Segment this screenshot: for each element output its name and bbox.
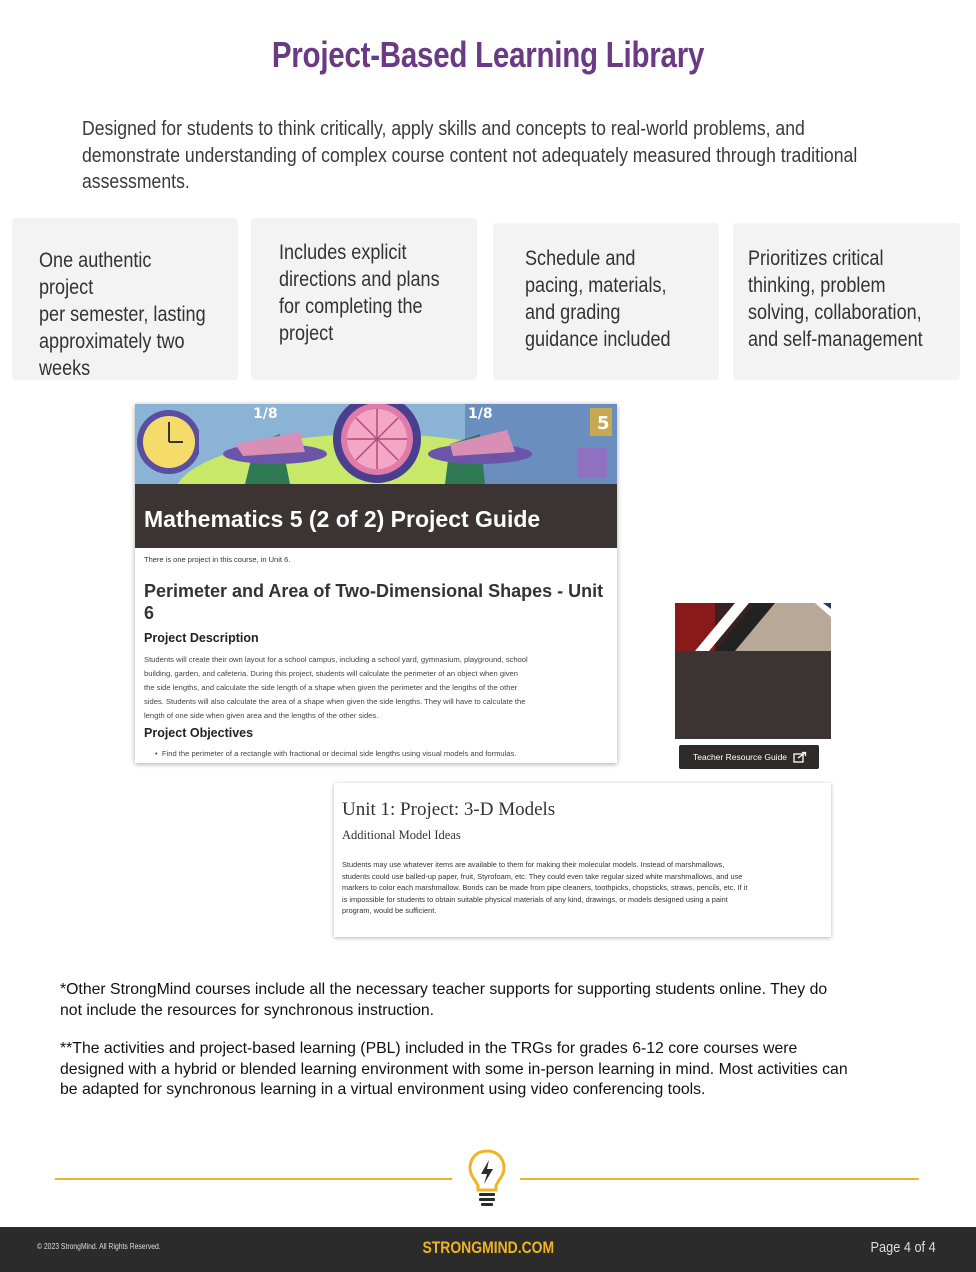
external-link-icon <box>793 751 807 763</box>
feature-card-1: One authentic project per semester, lasting approximately two weeks <box>12 218 238 380</box>
unit-body-text: Students may use whatever items are available to them for making their molecular models. Instead of marshmallows, students could use balled-up paper, fruit, Styrofoam, etc. They could even take regular sized white marshmallows, and use markers to color each marshmallow. Bonds can be made from pipe cleaners, toothpicks, chopsticks, straws, pencils, etc. If it is impossible for students to obtain suitable physical materials of any kind, drawings, or models designed using a paint program, would be sufficient. <box>342 860 748 916</box>
feature-card-4: Prioritizes critical thinking, problem solving, collaboration, and self-management <box>733 223 960 380</box>
math-project-guide-preview <box>135 404 617 763</box>
guide-title: Mathematics 5 (2 of 2) Project Guide <box>144 506 541 532</box>
page-footer <box>0 1227 976 1272</box>
copyright-text: © 2023 StrongMind. All Rights Reserved. <box>37 1242 161 1251</box>
teacher-resource-guide-button[interactable]: Teacher Resource Guide <box>679 745 819 769</box>
lightbulb-icon <box>466 1148 508 1210</box>
project-description-heading: Project Description <box>144 631 259 645</box>
fraction-label-right: 1/8 <box>468 406 493 422</box>
footnote-2: **The activities and project-based learning (PBL) included in the TRGs for grades 6-12 core courses were designed with a hybrid or blended learning environment with some in-person learning in mind. Most activities can be adapted for synchronous learning in a virtual environment using video conferencing tools. <box>60 1040 848 1098</box>
trg-dark-panel <box>675 651 831 739</box>
pie-icon <box>332 404 422 484</box>
page-number: Page 4 of 4 <box>870 1239 936 1256</box>
guide-banner-illustration <box>135 404 617 484</box>
guide-header-bar <box>135 484 617 548</box>
page-title: Project-Based Learning Library <box>271 34 705 75</box>
divider-right <box>520 1178 919 1180</box>
intro-paragraph: Designed for students to think critically, apply skills and concepts to real-world problems, and demonstrate understanding of complex course content not adequately measured through traditional assessments. <box>82 117 858 193</box>
unit-project-preview <box>334 783 831 937</box>
unit-title: Unit 1: Project: 3-D Models <box>342 799 556 820</box>
divider-left <box>55 1178 452 1180</box>
project-objectives-heading: Project Objectives <box>144 726 254 740</box>
trg-cover-image <box>675 603 831 651</box>
objective-list-item: • Find the perimeter of a rectangle with fractional or decimal side lengths using visual models and formulas. <box>155 749 517 758</box>
feature-card-3: Schedule and pacing, materials, and grading guidance included <box>493 223 719 380</box>
website-link[interactable]: STRONGMIND.COM <box>422 1238 554 1257</box>
project-description-text: Students will create their own layout for a school campus, including a school yard, gymnasium, playground, school building, garden, and cafeteria. During this project, students will calculate the perimeter of an object when given the side lengths, and calculate the side length of a shape when given the perimeter and the lengths of the other sides. Students will also calculate the area of a shape when given the side lengths. They will have to calculate the length of one side when given area and the lengths of the other sides. <box>144 655 528 720</box>
feature-card-2: Includes explicit directions and plans for completing the project <box>251 218 477 380</box>
banner-number: 5 <box>597 413 610 434</box>
unit-subtitle: Additional Model Ideas <box>342 828 461 842</box>
footnote-1: *Other StrongMind courses include all the necessary teacher supports for supporting students online. They do not include the resources for synchronous instruction. <box>60 981 828 1019</box>
guide-project-heading: Perimeter and Area of Two-Dimensional Shapes - Unit 6 <box>144 581 604 623</box>
fraction-label-left: 1/8 <box>253 406 278 422</box>
clock-icon <box>135 404 199 484</box>
guide-intro: There is one project in this course, in Unit 6. <box>144 555 291 564</box>
teacher-resource-card <box>675 603 831 783</box>
